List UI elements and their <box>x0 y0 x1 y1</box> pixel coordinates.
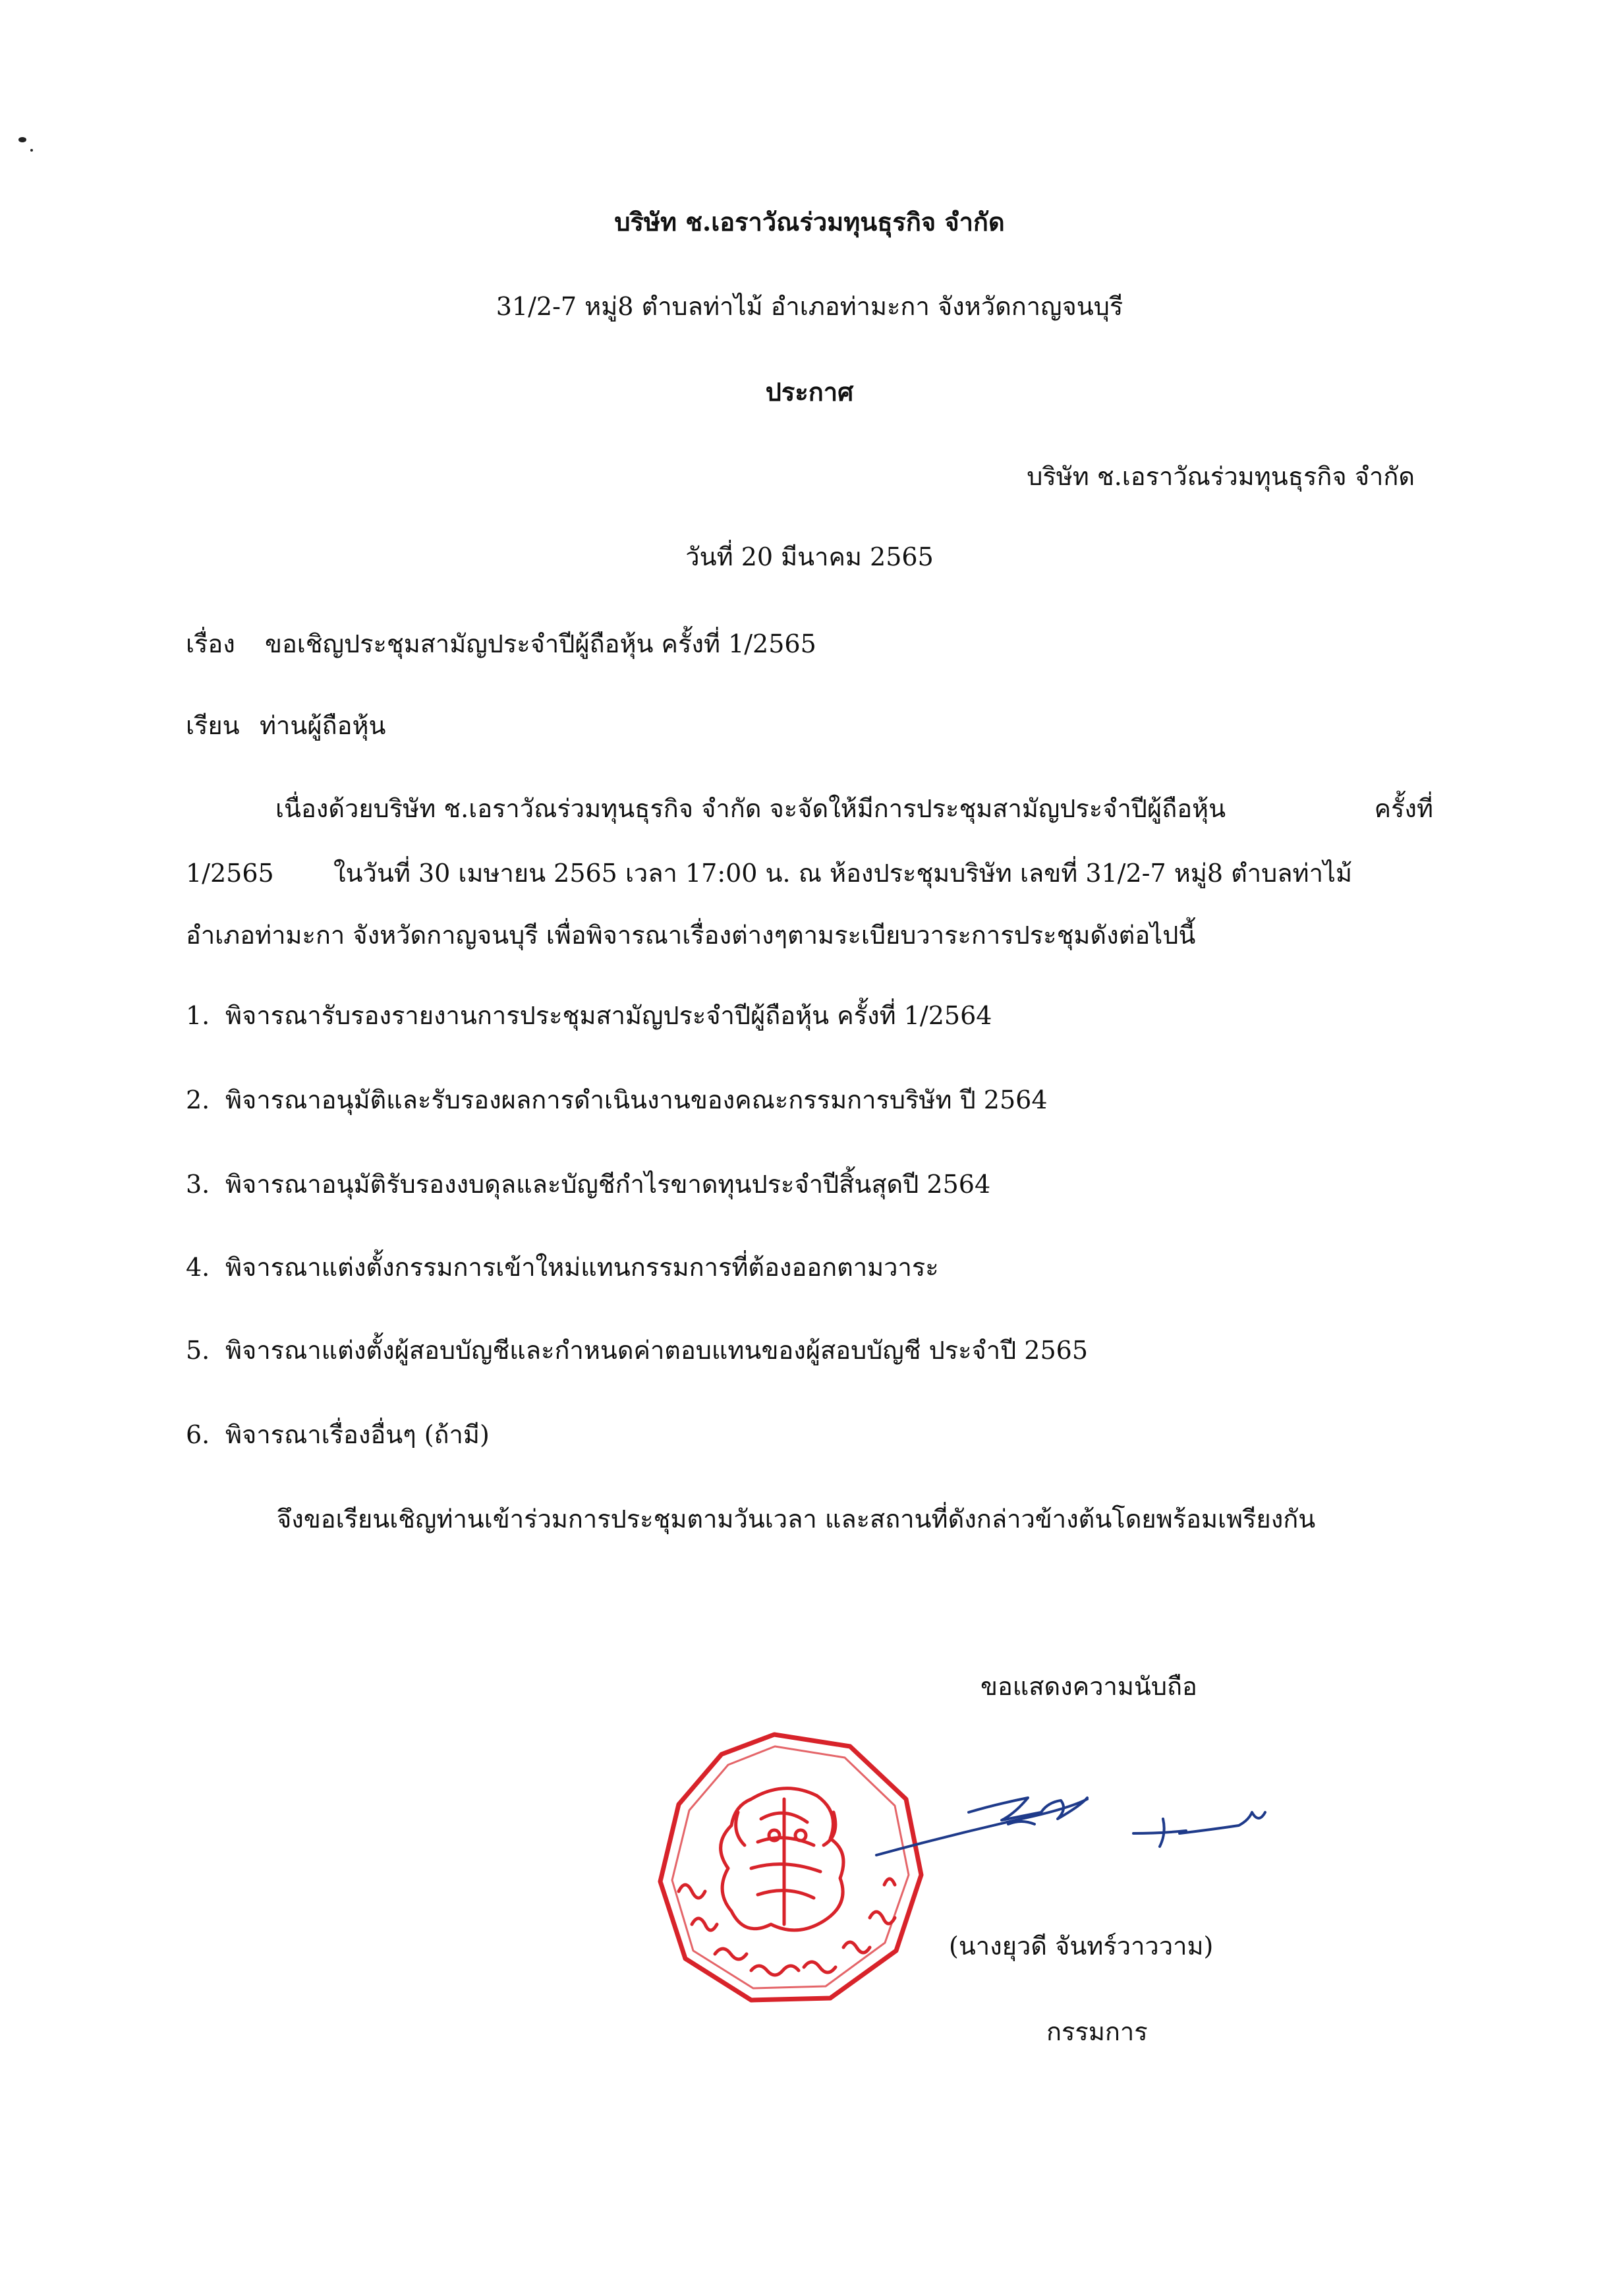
closing-paragraph: จึงขอเรียนเชิญท่านเข้าร่วมการประชุมตามวันเวลา และสถานที่ดังกล่าวข้างต้นโดยพร้อมเพรียงกัน <box>277 1505 1316 1534</box>
agenda-item-text: พิจารณาอนุมัติรับรองงบดุลและบัญชีกำไรขาดทุนประจำปีสิ้นสุดปี 2564 <box>225 1170 991 1199</box>
agenda-item-text: พิจารณาแต่งตั้งผู้สอบบัญชีและกำหนดค่าตอบแทนของผู้สอบบัญชี ประจำปี 2565 <box>225 1336 1089 1365</box>
scan-speck <box>18 137 26 142</box>
handwritten-signature <box>870 1773 1292 1872</box>
agenda-item-number: 2. <box>186 1085 210 1114</box>
document-type: ประกาศ <box>765 377 854 407</box>
agenda-item-number: 4. <box>186 1253 210 1282</box>
agenda-item-text: พิจารณาอนุมัติและรับรองผลการดำเนินงานของคณะกรรมการบริษัท ปี 2564 <box>225 1085 1048 1114</box>
agenda-item <box>186 1003 992 1028</box>
agenda-item-number: 3. <box>186 1170 210 1199</box>
signoff: ขอแสดงความนับถือ <box>980 1672 1197 1701</box>
body-line-2: ในวันที่ 30 เมษายน 2565 เวลา 17:00 น. ณ ห้องประชุมบริษัท เลขที่ 31/2-7 หมู่8 ตำบลท่าไม้ <box>333 859 1353 888</box>
agenda-item <box>186 1087 1048 1112</box>
recipient-text: ท่านผู้ถือหุ้น <box>260 711 386 740</box>
body-line-2-start: 1/2565 <box>186 859 274 888</box>
agenda-item-number: 5. <box>186 1336 210 1365</box>
agenda-item <box>186 1338 1088 1363</box>
body-line-1: เนื่องด้วยบริษัท ช.เอราวัณร่วมทุนธุรกิจ จำกัด จะจัดให้มีการประชุมสามัญประจำปีผู้ถือหุ้น <box>275 794 1226 823</box>
agenda-item-text: พิจารณาเรื่องอื่นๆ (ถ้ามี) <box>225 1420 490 1449</box>
company-name: บริษัท ช.เอราวัณร่วมทุนธุรกิจ จำกัด <box>614 207 1005 237</box>
agenda-item-text: พิจารณารับรองรายงานการประชุมสามัญประจำปีผู้ถือหุ้น ครั้งที่ 1/2564 <box>225 1001 992 1030</box>
signer-name: (นางยุวดี จันทร์วาววาม) <box>949 1932 1214 1961</box>
body-line-3: อำเภอท่ามะกา จังหวัดกาญจนบุรี เพื่อพิจารณาเรื่องต่างๆตามระเบียบวาระการประชุมดังต่อไปนี้ <box>186 921 1196 950</box>
agenda-item <box>186 1255 939 1280</box>
signer-title: กรรมการ <box>1046 2017 1148 2046</box>
agenda-item-number: 6. <box>186 1420 210 1449</box>
agenda-item <box>186 1172 990 1197</box>
company-address: 31/2-7 หมู่8 ตำบลท่าไม้ อำเภอท่ามะกา จังหวัดกาญจนบุรี <box>496 292 1123 321</box>
subject-label: เรื่อง <box>186 629 235 658</box>
document-date: วันที่ 20 มีนาคม 2565 <box>685 542 934 571</box>
scan-speck <box>30 149 33 152</box>
agenda-item <box>186 1422 490 1447</box>
recipient-label: เรียน <box>186 711 240 740</box>
body-line-1-end: ครั้งที่ <box>1374 794 1433 823</box>
agenda-item-number: 1. <box>186 1001 210 1030</box>
issuer-name: บริษัท ช.เอราวัณร่วมทุนธุรกิจ จำกัด <box>1027 462 1415 491</box>
agenda-item-text: พิจารณาแต่งตั้งกรรมการเข้าใหม่แทนกรรมการที่ต้องออกตามวาระ <box>225 1253 939 1282</box>
subject-text: ขอเชิญประชุมสามัญประจำปีผู้ถือหุ้น ครั้งที่ 1/2565 <box>265 629 816 658</box>
